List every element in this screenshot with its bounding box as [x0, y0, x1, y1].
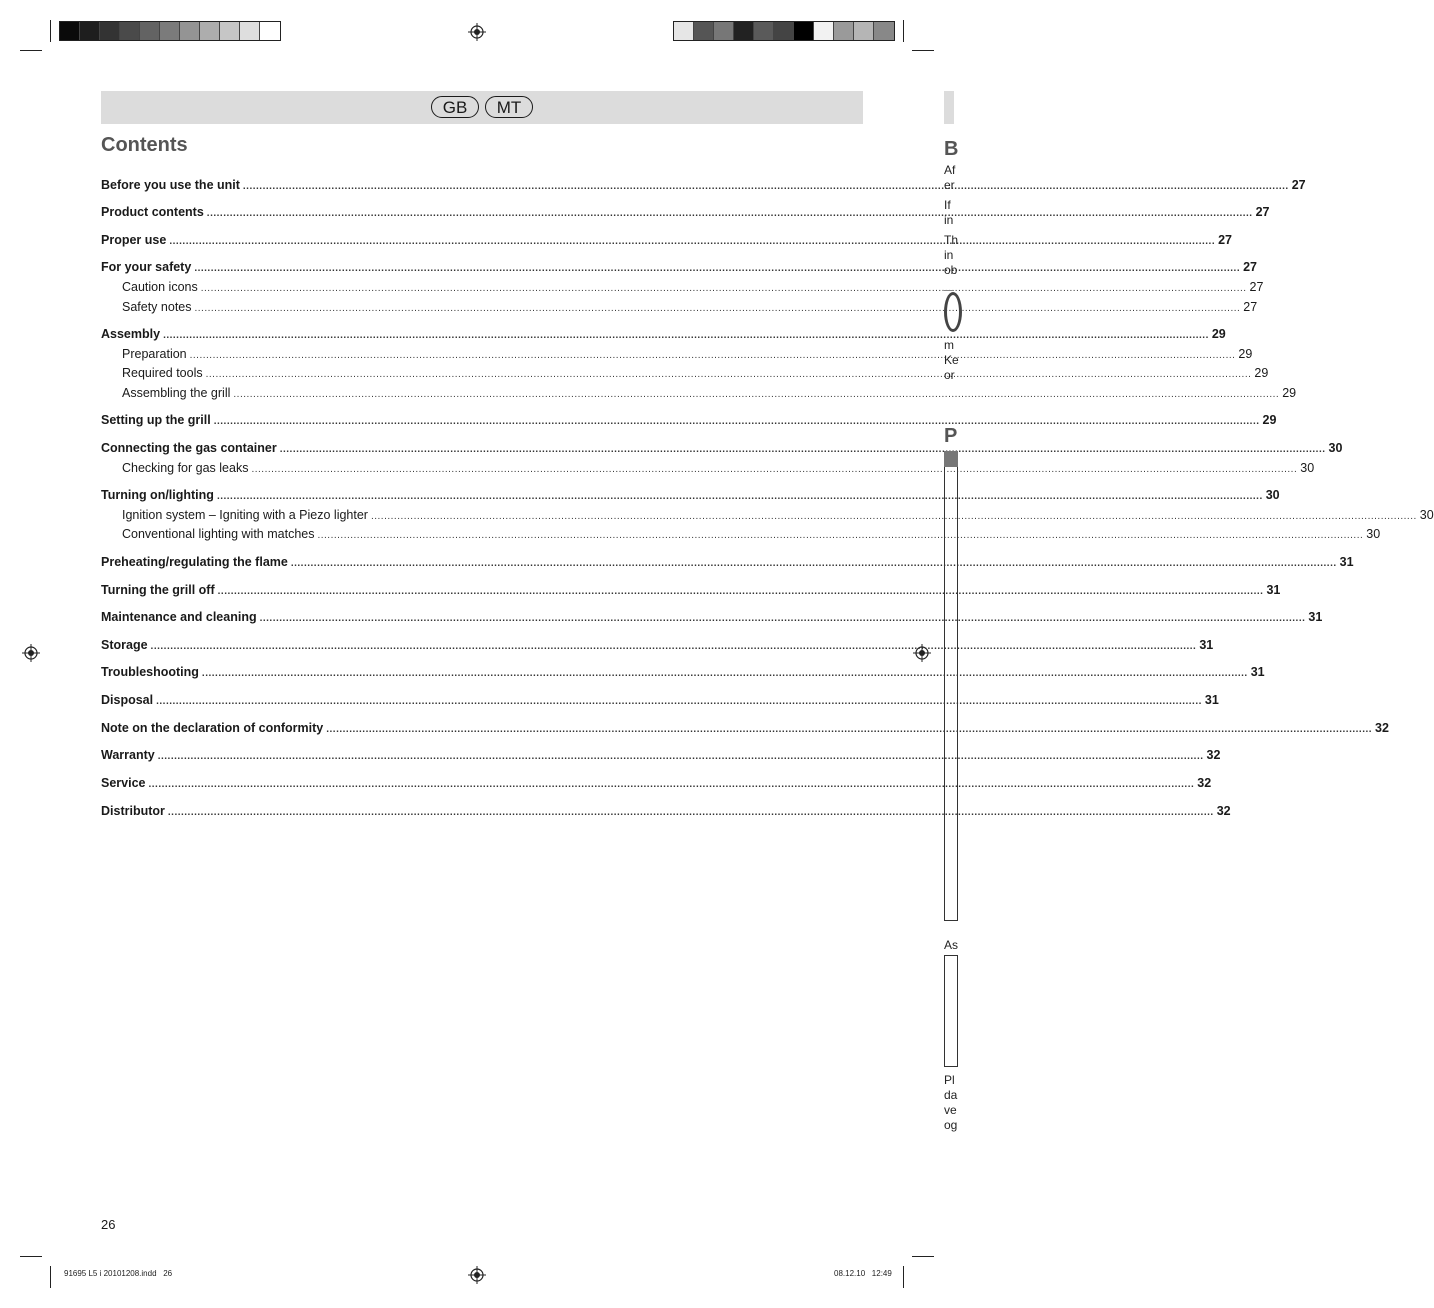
- toc-entry: [122, 526, 1381, 542]
- next-page-text-fragment: Pl: [944, 1073, 955, 1087]
- toc-leader-dots: [207, 206, 1253, 222]
- toc-leader-dots: [317, 528, 1363, 544]
- toc-entry: [101, 692, 1219, 708]
- toc-entry-label: Note on the declaration of conformity: [101, 721, 324, 735]
- next-page-table: [944, 451, 958, 921]
- toc-entry-page: 30: [1300, 461, 1315, 475]
- toc-entry-label: Product contents: [101, 205, 204, 219]
- toc-leader-dots: [280, 442, 1326, 458]
- toc-entry-page: 27: [1243, 300, 1258, 314]
- toc-entry-label: Assembling the grill: [122, 386, 231, 400]
- toc-entry-label: Setting up the grill: [101, 413, 211, 427]
- toc-entry-page: 27: [1255, 205, 1270, 219]
- toc-leader-dots: [158, 749, 1204, 765]
- next-page-text-fragment: m: [944, 338, 954, 352]
- toc-entry-label: Turning on/lighting: [101, 488, 214, 502]
- toc-entry-label: Checking for gas leaks: [122, 461, 249, 475]
- color-calibration-bar-right: [673, 21, 895, 41]
- toc-leader-dots: [233, 387, 1279, 403]
- toc-entry-label: Storage: [101, 638, 148, 652]
- toc-leader-dots: [251, 462, 1297, 478]
- toc-entry-page: 29: [1262, 413, 1277, 427]
- toc-leader-dots: [218, 584, 1264, 600]
- toc-leader-dots: [217, 489, 1263, 505]
- next-page-text-fragment: B: [944, 138, 959, 160]
- toc-entry-page: 30: [1366, 527, 1381, 541]
- toc-entry: [122, 279, 1264, 295]
- page-number: 26: [101, 1217, 116, 1232]
- toc-entry: [122, 460, 1315, 476]
- next-page-text-fragment: er: [944, 178, 955, 192]
- next-page-text-fragment: in: [944, 248, 954, 262]
- next-page-text-fragment: or: [944, 368, 955, 382]
- toc-entry-label: Conventional lighting with matches: [122, 527, 315, 541]
- toc-leader-dots: [214, 414, 1260, 430]
- toc-entry-page: 32: [1216, 804, 1231, 818]
- toc-entry: [101, 747, 1221, 763]
- toc-leader-dots: [151, 639, 1197, 655]
- next-page-text-fragment: og: [944, 1118, 958, 1132]
- next-page-text-fragment: ve: [944, 1103, 957, 1117]
- toc-entry-page: 31: [1308, 610, 1323, 624]
- crop-mark: [903, 20, 904, 42]
- crop-mark: [20, 50, 42, 51]
- toc-entry: [122, 507, 1434, 523]
- toc-leader-dots: [260, 611, 1306, 627]
- next-page-text-fragment: da: [944, 1088, 958, 1102]
- page-title: Contents: [101, 134, 188, 156]
- toc-entry-label: Assembly: [101, 327, 161, 341]
- toc-entry: [101, 609, 1323, 625]
- toc-entry: [101, 720, 1389, 736]
- toc-leader-dots: [163, 328, 1209, 344]
- next-page-text-fragment: Ke: [944, 353, 959, 367]
- toc-entry-label: Disposal: [101, 693, 154, 707]
- toc-entry-page: 30: [1419, 508, 1434, 522]
- toc-leader-dots: [169, 234, 1215, 250]
- next-page-icon: [944, 292, 962, 332]
- toc-entry-label: Before you use the unit: [101, 178, 240, 192]
- toc-leader-dots: [148, 777, 1194, 793]
- crop-mark: [912, 1256, 934, 1257]
- toc-entry-page: 31: [1266, 583, 1281, 597]
- toc-entry: [101, 326, 1226, 342]
- toc-leader-dots: [202, 666, 1248, 682]
- toc-entry-label: Distributor: [101, 804, 165, 818]
- next-page-header-band: [944, 91, 954, 124]
- toc-entry-page: 27: [1291, 178, 1306, 192]
- next-page-text-fragment: As: [944, 938, 959, 952]
- toc-entry-label: Service: [101, 776, 146, 790]
- toc-entry-label: Warranty: [101, 748, 155, 762]
- toc-entry-page: 27: [1218, 233, 1233, 247]
- toc-leader-dots: [156, 694, 1202, 710]
- toc-entry: [101, 412, 1277, 428]
- toc-entry-label: Troubleshooting: [101, 665, 199, 679]
- toc-leader-dots: [326, 722, 1372, 738]
- toc-entry: [101, 775, 1212, 791]
- toc-leader-dots: [243, 179, 1289, 195]
- toc-entry-label: Required tools: [122, 366, 203, 380]
- toc-leader-dots: [201, 281, 1247, 297]
- next-page-text-fragment: in: [944, 213, 954, 227]
- toc-entry: [101, 637, 1214, 653]
- language-header-band: [101, 91, 863, 124]
- toc-entry-page: 27: [1249, 280, 1264, 294]
- crop-mark: [50, 1266, 51, 1288]
- registration-mark-icon: [22, 644, 40, 662]
- next-page-text-fragment: P: [944, 425, 958, 447]
- toc-entry-label: Proper use: [101, 233, 167, 247]
- crop-mark: [50, 20, 51, 42]
- print-slug-left: 91695 L5 i 20101208.indd 26: [64, 1269, 173, 1278]
- toc-entry-label: Connecting the gas container: [101, 441, 277, 455]
- toc-entry-page: 31: [1204, 693, 1219, 707]
- toc-entry-page: 29: [1282, 386, 1297, 400]
- next-page-divider: [944, 290, 954, 291]
- toc-entry-page: 29: [1211, 327, 1226, 341]
- toc-entry-page: 30: [1328, 441, 1343, 455]
- toc-entry-label: For your safety: [101, 260, 192, 274]
- toc-leader-dots: [195, 301, 1241, 317]
- toc-entry-page: 31: [1339, 555, 1354, 569]
- toc-entry: [101, 582, 1281, 598]
- toc-leader-dots: [168, 805, 1214, 821]
- toc-entry-label: Ignition system – Igniting with a Piezo lighter: [122, 508, 368, 522]
- toc-entry: [122, 385, 1297, 401]
- toc-leader-dots: [190, 348, 1236, 364]
- toc-entry-page: 29: [1238, 347, 1253, 361]
- language-badge-gb: GB: [431, 96, 479, 118]
- crop-mark: [912, 50, 934, 51]
- toc-entry-label: Preheating/regulating the flame: [101, 555, 288, 569]
- toc-entry: [101, 554, 1354, 570]
- next-page-text-fragment: If: [944, 198, 951, 212]
- crop-mark: [20, 1256, 42, 1257]
- toc-entry-page: 31: [1250, 665, 1265, 679]
- language-badge-mt: MT: [485, 96, 533, 118]
- toc-entry: [101, 803, 1231, 819]
- toc-entry-label: Maintenance and cleaning: [101, 610, 257, 624]
- toc-entry-page: 32: [1206, 748, 1221, 762]
- toc-entry: [101, 440, 1343, 456]
- toc-entry-page: 31: [1199, 638, 1214, 652]
- next-page-text-fragment: Af: [944, 163, 956, 177]
- next-page-table-header: [944, 451, 958, 467]
- toc-leader-dots: [194, 261, 1240, 277]
- toc-entry: [122, 299, 1258, 315]
- crop-mark: [903, 1266, 904, 1288]
- registration-mark-icon: [468, 23, 486, 41]
- next-page-table-2: [944, 955, 958, 1067]
- toc-leader-dots: [291, 556, 1337, 572]
- color-calibration-bar-left: [59, 21, 281, 41]
- toc-entry-label: Safety notes: [122, 300, 192, 314]
- toc-leader-dots: [371, 509, 1417, 525]
- toc-entry: [101, 664, 1265, 680]
- toc-entry-page: 27: [1243, 260, 1258, 274]
- toc-entry-label: Caution icons: [122, 280, 198, 294]
- toc-entry-page: 30: [1265, 488, 1280, 502]
- toc-entry-page: 32: [1375, 721, 1389, 735]
- toc-entry-label: Turning the grill off: [101, 583, 215, 597]
- print-slug-right: 08.12.10 12:49: [834, 1269, 892, 1278]
- toc-entry-label: Preparation: [122, 347, 187, 361]
- next-page-text-fragment: Th: [944, 233, 959, 247]
- registration-mark-icon: [468, 1266, 486, 1284]
- toc-entry-page: 32: [1197, 776, 1212, 790]
- toc-leader-dots: [206, 367, 1252, 383]
- toc-entry-page: 29: [1254, 366, 1269, 380]
- next-page-text-fragment: ob: [944, 263, 958, 277]
- toc-entry: [101, 487, 1280, 503]
